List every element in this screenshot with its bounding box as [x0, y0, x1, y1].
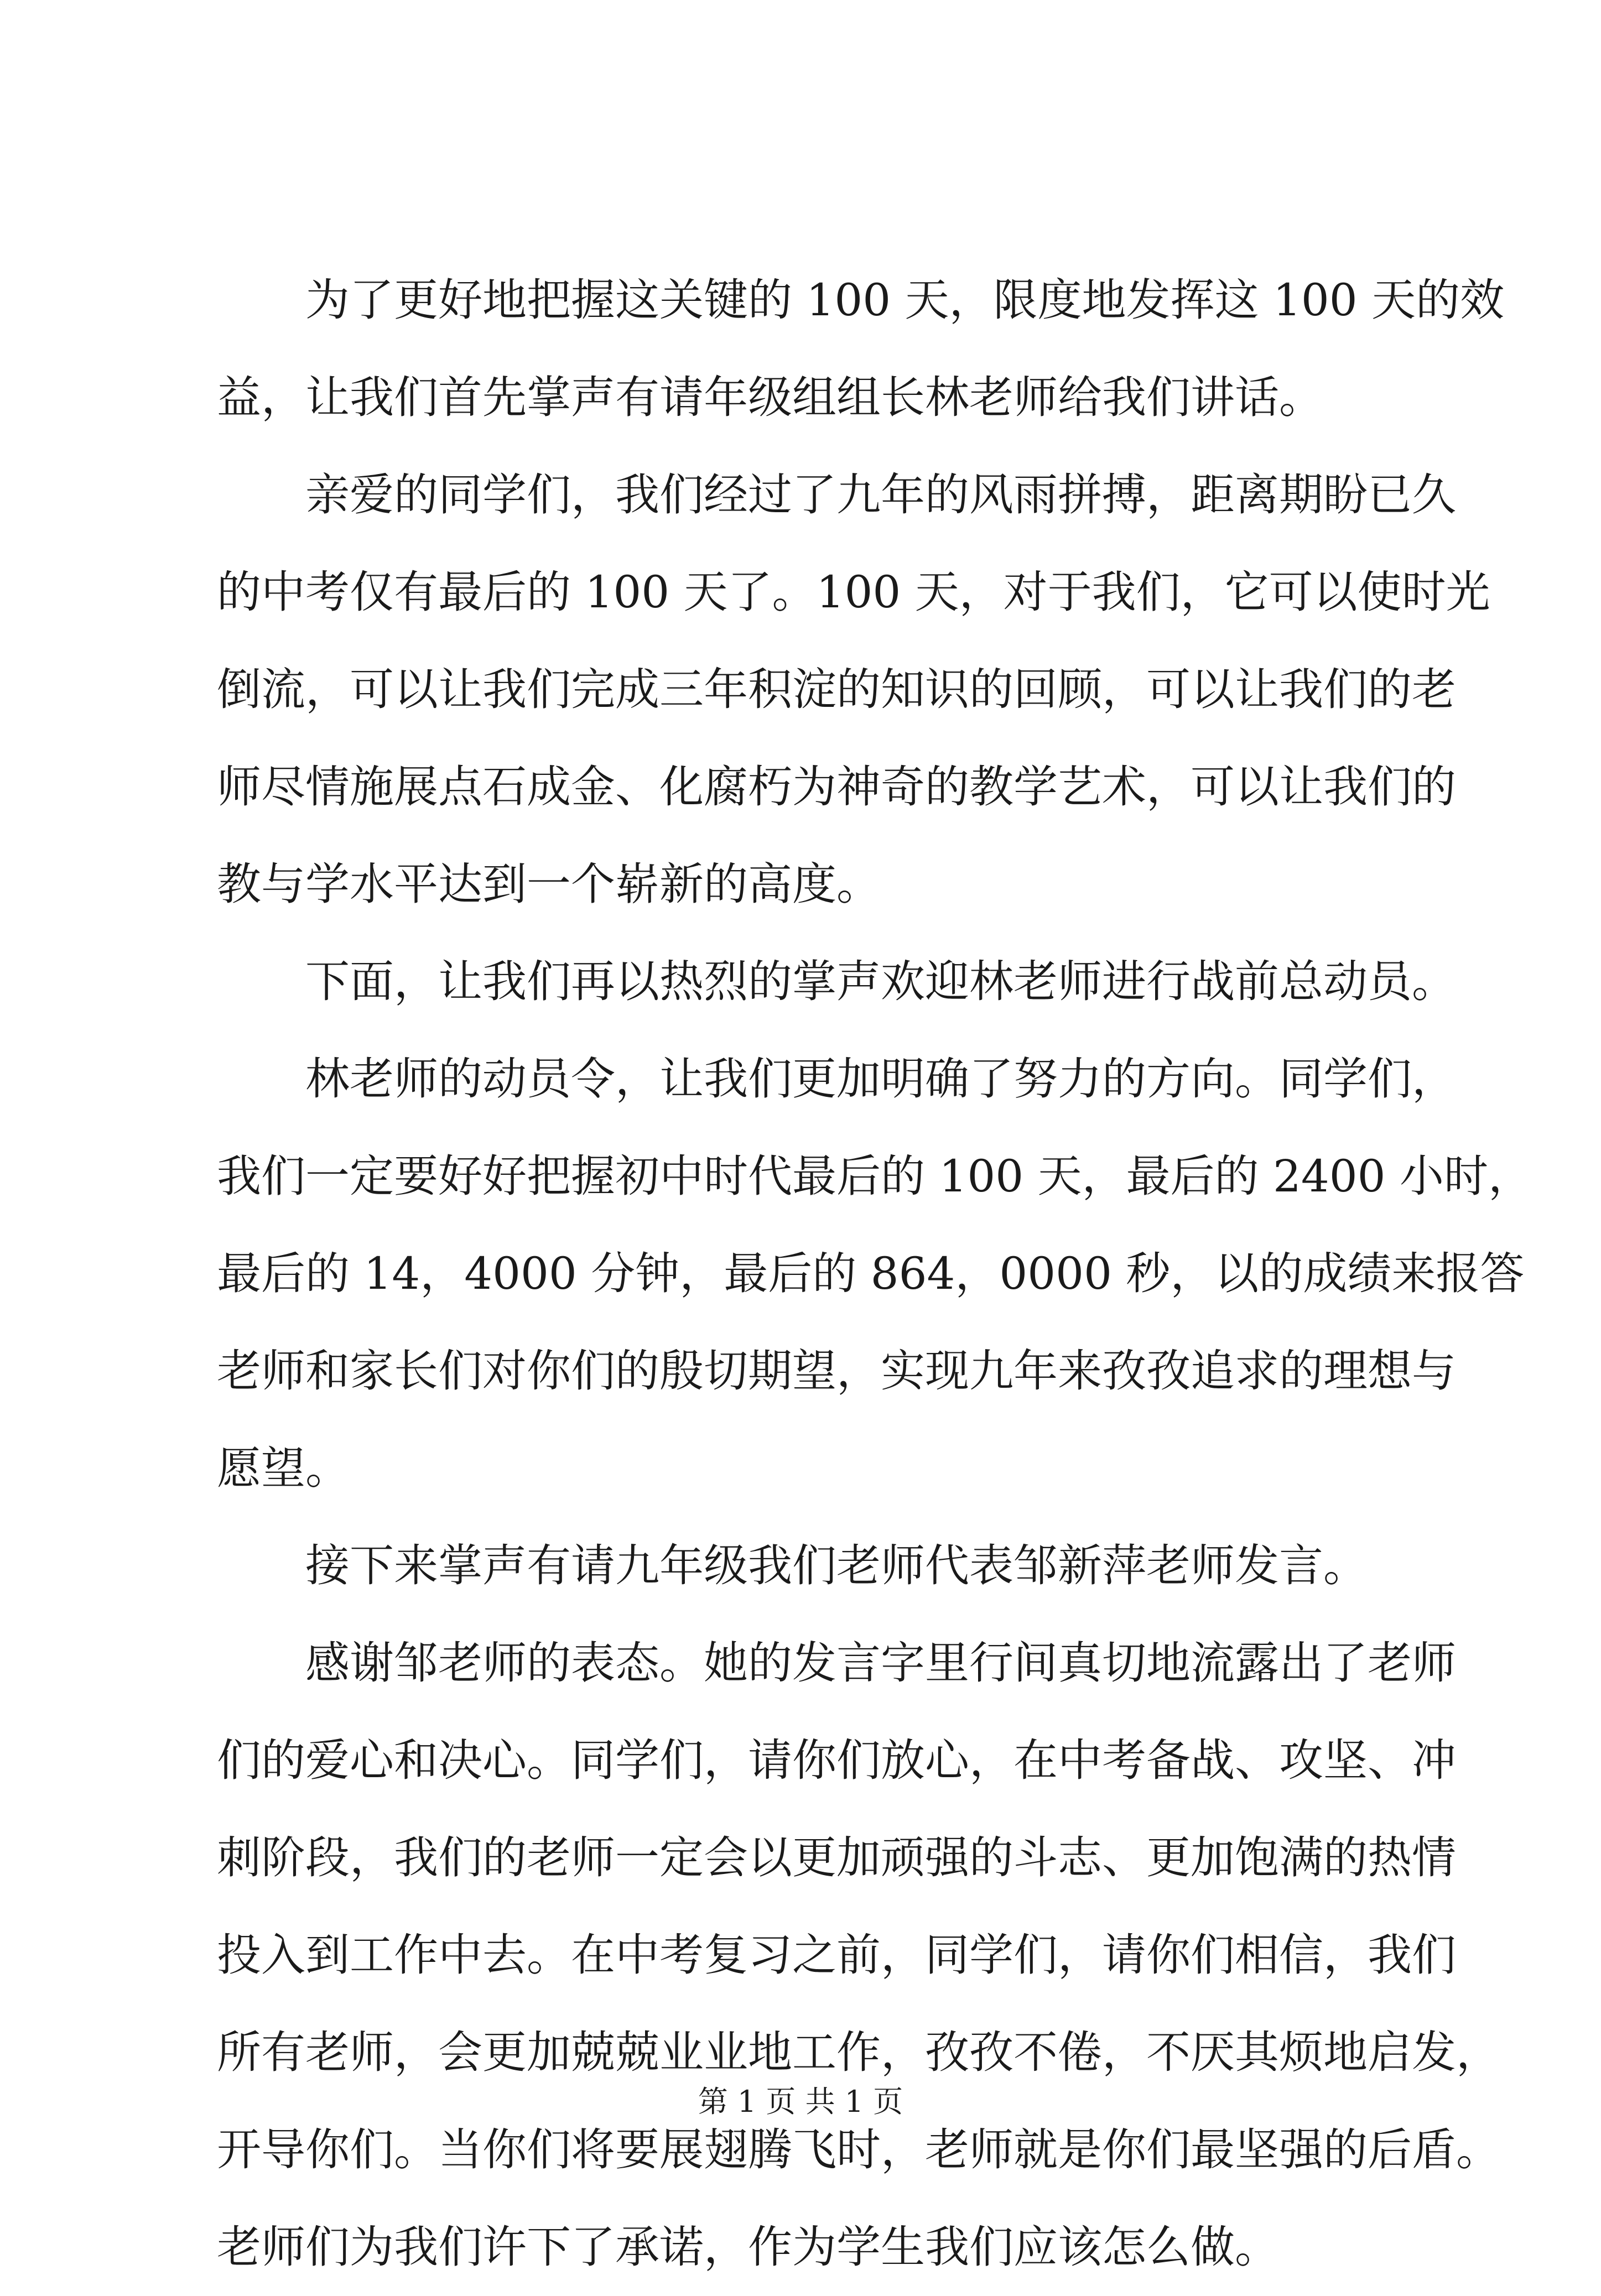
text-line: 益，让我们首先掌声有请年级组组长林老师给我们讲话。	[217, 372, 1323, 423]
paragraph-3	[217, 933, 1456, 1030]
text-line: 下面，让我们再以热烈的掌声欢迎林老师进行战前总动员。	[305, 956, 1456, 1007]
text-line: 为了更好地把握这关键的 100 天，限度地发挥这 100 天的效	[305, 274, 1505, 326]
text-line: 老师们为我们许下了承诺，作为学生我们应该怎么做。	[217, 2221, 1279, 2273]
text-line: 的中考仅有最后的 100 天了。100 天，对于我们，它可以使时光	[217, 566, 1490, 618]
text-line: 接下来掌声有请九年级我们老师代表邹新萍老师发言。	[305, 1540, 1368, 1591]
paragraph-6	[217, 1615, 1500, 2296]
text-line: 开导你们。当你们将要展翅腾飞时，老师就是你们最坚强的后盾。	[217, 2124, 1500, 2175]
text-line: 倒流，可以让我们完成三年积淀的知识的回顾，可以让我们的老	[217, 664, 1456, 715]
text-line: 们的爱心和决心。同学们，请你们放心，在中考备战、攻坚、冲	[217, 1735, 1456, 1786]
text-line: 师尽情施展点石成金、化腐朽为神奇的教学艺术，可以让我们的	[217, 761, 1456, 813]
paragraph-4	[217, 1030, 1533, 1517]
document-body	[217, 252, 1533, 2296]
text-line: 老师和家长们对你们的殷切期望，实现九年来孜孜追求的理想与	[217, 1345, 1456, 1397]
text-line: 林老师的动员令，让我们更加明确了努力的方向。同学们，	[305, 1053, 1456, 1105]
text-line: 投入到工作中去。在中考复习之前，同学们，请你们相信，我们	[217, 1929, 1456, 1981]
page-footer: 第 1 页 共 1 页	[698, 2084, 903, 2119]
paragraph-5	[217, 1517, 1392, 1615]
text-line: 刺阶段，我们的老师一定会以更加顽强的斗志、更加饱满的热情	[217, 1832, 1456, 1883]
text-line: 亲爱的同学们，我们经过了九年的风雨拼搏，距离期盼已久	[305, 469, 1456, 520]
paragraph-1	[217, 252, 1505, 446]
text-line: 最后的 14，4000 分钟，最后的 864，0000 秒，以的成绩来报答	[217, 1248, 1525, 1299]
text-line: 愿望。	[217, 1443, 350, 1494]
text-line: 所有老师，会更加兢兢业业地工作，孜孜不倦，不厌其烦地启发，	[217, 2027, 1500, 2078]
text-line: 我们一定要好好把握初中时代最后的 100 天，最后的 2400 小时，	[217, 1150, 1533, 1202]
text-line: 教与学水平达到一个崭新的高度。	[217, 858, 881, 910]
paragraph-2	[217, 446, 1490, 933]
text-line: 感谢邹老师的表态。她的发言字里行间真切地流露出了老师	[305, 1637, 1456, 1689]
